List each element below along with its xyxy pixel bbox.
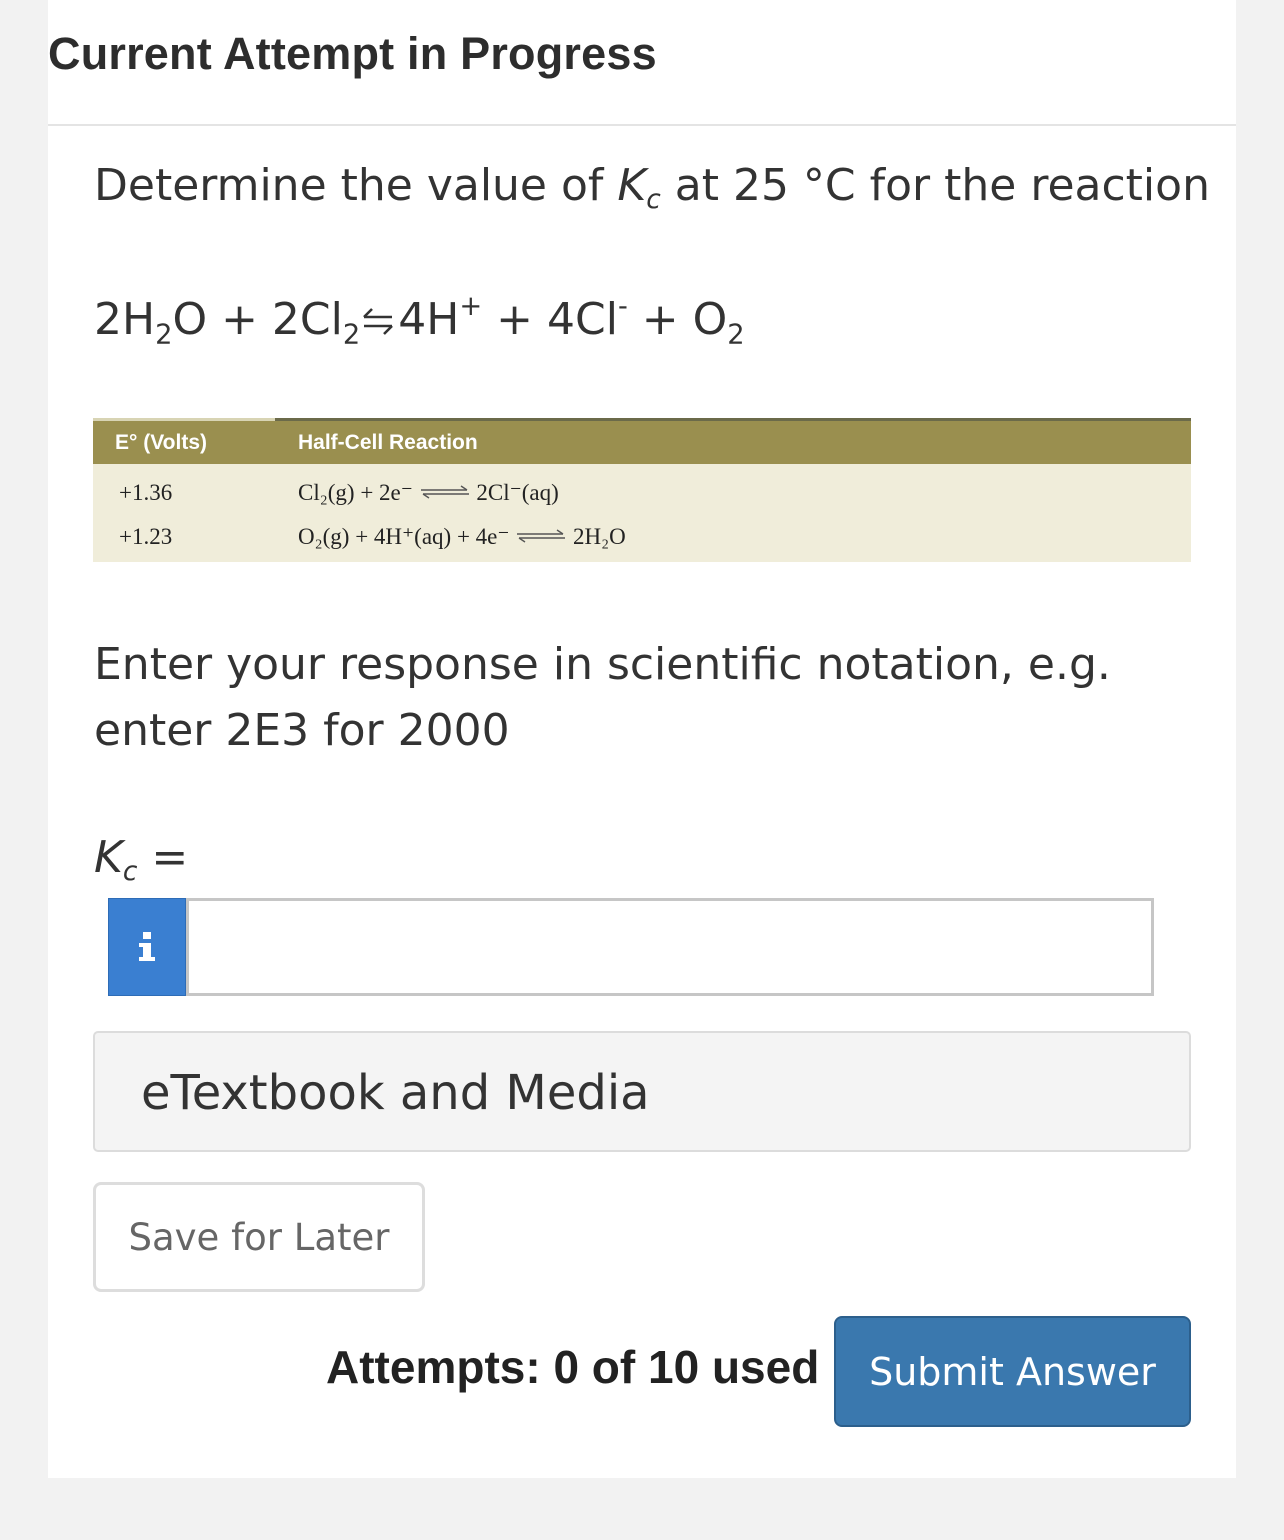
- k-symbol: K: [617, 160, 647, 211]
- table-row-2-e: +1.23: [119, 524, 173, 549]
- eq-lhs-a: 2H: [94, 294, 156, 345]
- table-row-1-e: +1.36: [119, 480, 173, 505]
- equilibrium-arrow-icon: [360, 306, 398, 336]
- table-row-1-reaction: Cl₂(g) + 2e⁻ 2Cl⁻(aq): [298, 480, 559, 505]
- table-header: [93, 418, 1191, 464]
- eq-rhs-a: 4H: [398, 294, 460, 345]
- half-cell-table: [93, 418, 1191, 562]
- table-header-reaction: Half-Cell Reaction: [298, 431, 478, 454]
- equilibrium-arrow-icon: [515, 529, 567, 543]
- question-prefix: Determine the value of: [94, 160, 618, 211]
- etextbook-and-media-panel[interactable]: [93, 1031, 1191, 1152]
- table-header-e: E° (Volts): [115, 431, 208, 454]
- k-subscript: c: [646, 183, 661, 215]
- submit-answer-button[interactable]: Submit Answer: [834, 1316, 1191, 1427]
- equilibrium-arrow-icon: [419, 485, 471, 499]
- eq-lhs-a-sub: 2: [155, 319, 173, 351]
- header-divider: [48, 124, 1236, 126]
- eq-lhs-a-tail: O + 2Cl: [172, 294, 343, 345]
- info-icon-button[interactable]: [108, 898, 186, 996]
- question-card: [48, 0, 1236, 1478]
- kc-answer-input[interactable]: [186, 898, 1154, 996]
- eq-rhs-c: + O: [627, 294, 728, 345]
- question-text: [94, 160, 1210, 215]
- eq-rhs-c-sub: 2: [727, 319, 745, 351]
- instruction-text: Enter your response in scientific notation, e.g. enter 2E3 for 2000: [94, 639, 1111, 756]
- eq-rhs-b: + 4Cl: [482, 294, 618, 345]
- etextbook-label: eTextbook and Media: [141, 1065, 650, 1121]
- answer-label: $K_c$ =: [94, 832, 189, 887]
- eq-rhs-b-sup: -: [617, 290, 628, 322]
- eq-rhs-a-sup: +: [459, 290, 483, 322]
- save-for-later-button[interactable]: Save for Later: [93, 1182, 425, 1292]
- reaction-equation: [94, 290, 745, 351]
- page-title: Current Attempt in Progress: [48, 28, 657, 79]
- eq-lhs-b-sub: 2: [342, 319, 361, 351]
- info-icon: [137, 930, 157, 964]
- question-suffix: at 25 °C for the reaction: [660, 160, 1210, 211]
- table-row-2-reaction: O₂(g) + 4H⁺(aq) + 4e⁻ 2H₂O: [298, 524, 626, 549]
- attempts-counter: Attempts: 0 of 10 used: [326, 1341, 820, 1393]
